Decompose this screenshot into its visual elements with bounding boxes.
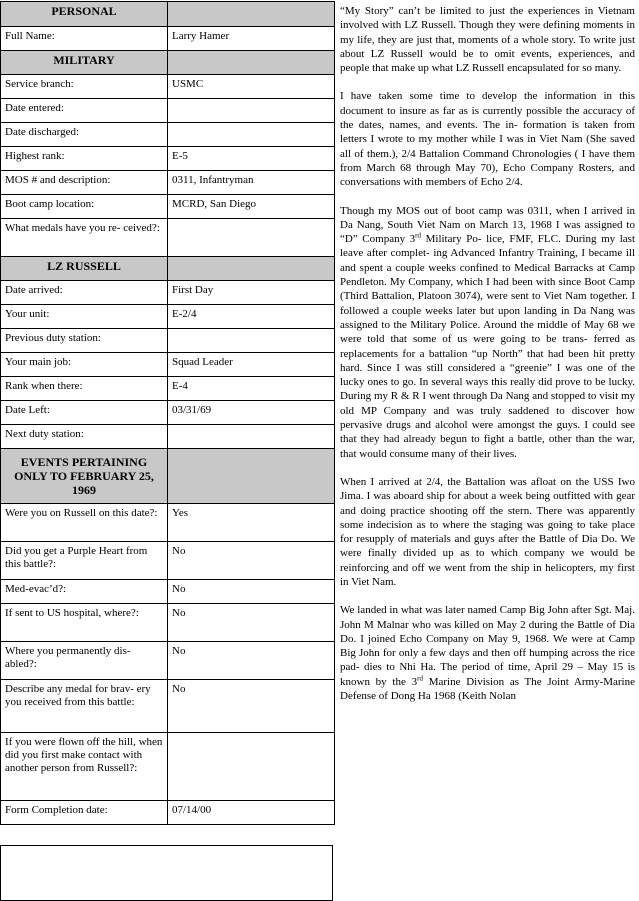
military-heading-blank bbox=[168, 51, 335, 75]
story-p3-part-b: Military Po- lice, FMF, FLC. During my last leave after complet- ing Advanced Infantry Training, I became ill and spent a couple weeks confined to Medical Barracks at Camp Pendleton. My Company, which I had been with since Boot Camp (Third Battalion, Platoon 3074), were sent to Viet Nam together. I followed a couple weeks later but upon landing in Da Nang was assigned to the Military Police. Around the middle of May 68 we were told that some of us were going to be trans- ferred as replacements for a battalion “up North” that had been hit pretty hard. Since I was still considered a “greenie” I was one of the lucky ones to go. In several ways this really did prove to be lucky. During my R & R I went through Da Nang and stopped to visit my old MP Company and was truly saddened to discover how pervasive drugs and alcohol were amongst the guys. I could see that they had already begun to fight a battle, other than the war, that would consume many of their lives. bbox=[340, 233, 636, 460]
story-p5-part-b: Marine Division as The Joint Army-Marine Defense of Dong Ha 1968 (Keith Nolan bbox=[340, 675, 635, 703]
flown-off-value bbox=[168, 733, 335, 801]
completion-date-label: Form Completion date: bbox=[1, 801, 168, 825]
previous-station-label: Previous duty station: bbox=[1, 329, 168, 353]
purple-heart-label: Did you get a Purple Heart from this battle?: bbox=[1, 542, 168, 580]
story-paragraph-2: I have taken some time to develop the information in this document to insure as far as is currently possible the accuracy of the dates, names, and events. The in- formation is taken from letters I wrote to my mother while I was in Viet Nam (She saved all of them.), 2/4 Battalion Command Chronologies ( I have them from March 68 through May 70), Echo Company Rosters, and conversations with members of Echo 2/4. bbox=[340, 90, 635, 189]
mos-value: 0311, Infantryman bbox=[168, 171, 335, 195]
personal-heading: PERSONAL bbox=[1, 2, 168, 27]
lz-russell-heading: LZ RUSSELL bbox=[1, 257, 168, 281]
date-discharged-value bbox=[168, 123, 335, 147]
medals-label: What medals have you re- ceived?: bbox=[1, 219, 168, 257]
my-story-text bbox=[340, 4, 635, 717]
bravery-medal-value: No bbox=[168, 680, 335, 733]
story-p5-part-a: We landed in what was later named Camp Big John after Sgt. Maj. John M Malnar who was killed on May 2 during the Battle of Dia Do. I joined Echo Company on May 9, 1968. We were at Camp Big John for only a few days and then off humping across the rice pad- dies to Nhi Ha. The period of time, April 29 – May 15 is known by the 3 bbox=[340, 604, 635, 688]
boot-camp-label: Boot camp location: bbox=[1, 195, 168, 219]
flown-off-label: If you were flown off the hill, when did you first make contact with another person from Russell?: bbox=[1, 733, 168, 801]
events-heading: EVENTS PERTAINING ONLY TO FEBRUARY 25, 1969 bbox=[1, 449, 168, 504]
boot-camp-value: MCRD, San Diego bbox=[168, 195, 335, 219]
unit-value: E-2/4 bbox=[168, 305, 335, 329]
previous-station-value bbox=[168, 329, 335, 353]
story-paragraph-5 bbox=[340, 603, 635, 703]
on-russell-value: Yes bbox=[168, 504, 335, 542]
main-job-value: Squad Leader bbox=[168, 353, 335, 377]
date-arrived-label: Date arrived: bbox=[1, 281, 168, 305]
personal-history-form bbox=[0, 1, 335, 825]
medals-value bbox=[168, 219, 335, 257]
events-heading-blank bbox=[168, 449, 335, 504]
personal-heading-blank bbox=[168, 2, 335, 27]
date-entered-value bbox=[168, 99, 335, 123]
bravery-medal-label: Describe any medal for brav- ery you received from this battle: bbox=[1, 680, 168, 733]
rank-there-label: Rank when there: bbox=[1, 377, 168, 401]
story-paragraph-1: “My Story” can’t be limited to just the experiences in Vietnam involved with LZ Russell. Though they were defining moments in my life, they are just that, moments of a whole story. To write just about LZ Russell would be to omit events, experiences, and people that make up what LZ Russell encapsulated for so many. bbox=[340, 5, 635, 75]
next-station-label: Next duty station: bbox=[1, 425, 168, 449]
service-branch-label: Service branch: bbox=[1, 75, 168, 99]
military-heading: MILITARY bbox=[1, 51, 168, 75]
date-arrived-value: First Day bbox=[168, 281, 335, 305]
full-name-label: Full Name: bbox=[1, 27, 168, 51]
story-paragraph-3 bbox=[340, 204, 635, 461]
disabled-value: No bbox=[168, 642, 335, 680]
med-evac-value: No bbox=[168, 580, 335, 604]
date-discharged-label: Date discharged: bbox=[1, 123, 168, 147]
story-p3-superscript: rd bbox=[415, 231, 422, 240]
highest-rank-label: Highest rank: bbox=[1, 147, 168, 171]
disabled-label: Where you permanently dis- abled?: bbox=[1, 642, 168, 680]
us-hospital-label: If sent to US hospital, where?: bbox=[1, 604, 168, 642]
date-entered-label: Date entered: bbox=[1, 99, 168, 123]
date-left-value: 03/31/69 bbox=[168, 401, 335, 425]
us-hospital-value: No bbox=[168, 604, 335, 642]
lz-russell-heading-blank bbox=[168, 257, 335, 281]
blank-notes-box bbox=[0, 845, 333, 901]
service-branch-value: USMC bbox=[168, 75, 335, 99]
on-russell-label: Were you on Russell on this date?: bbox=[1, 504, 168, 542]
unit-label: Your unit: bbox=[1, 305, 168, 329]
highest-rank-value: E-5 bbox=[168, 147, 335, 171]
next-station-value bbox=[168, 425, 335, 449]
rank-there-value: E-4 bbox=[168, 377, 335, 401]
main-job-label: Your main job: bbox=[1, 353, 168, 377]
completion-date-value: 07/14/00 bbox=[168, 801, 335, 825]
story-p3-part-a: Though my MOS out of boot camp was 0311, when I arrived in Da Nang, South Viet Nam on March 13, 1968 I was assigned to “D” Company 3 bbox=[340, 204, 635, 246]
story-p5-superscript: rd bbox=[417, 674, 423, 683]
med-evac-label: Med-evac’d?: bbox=[1, 580, 168, 604]
purple-heart-value: No bbox=[168, 542, 335, 580]
date-left-label: Date Left: bbox=[1, 401, 168, 425]
story-paragraph-4: When I arrived at 2/4, the Battalion was afloat on the USS Iwo Jima. I was aboard ship for about a week being outfitted with gear and doing practice shooting off the stern. There was apparently some indecision as to where the staging was going to take place for resupply of materials and guys after the Battle of Dia Do. We were finally divided up as to which company we would be reinforcing and off we went from the ship in helicopters, my first in Viet Nam. bbox=[340, 475, 635, 588]
mos-label: MOS # and description: bbox=[1, 171, 168, 195]
full-name-value: Larry Hamer bbox=[168, 27, 335, 51]
